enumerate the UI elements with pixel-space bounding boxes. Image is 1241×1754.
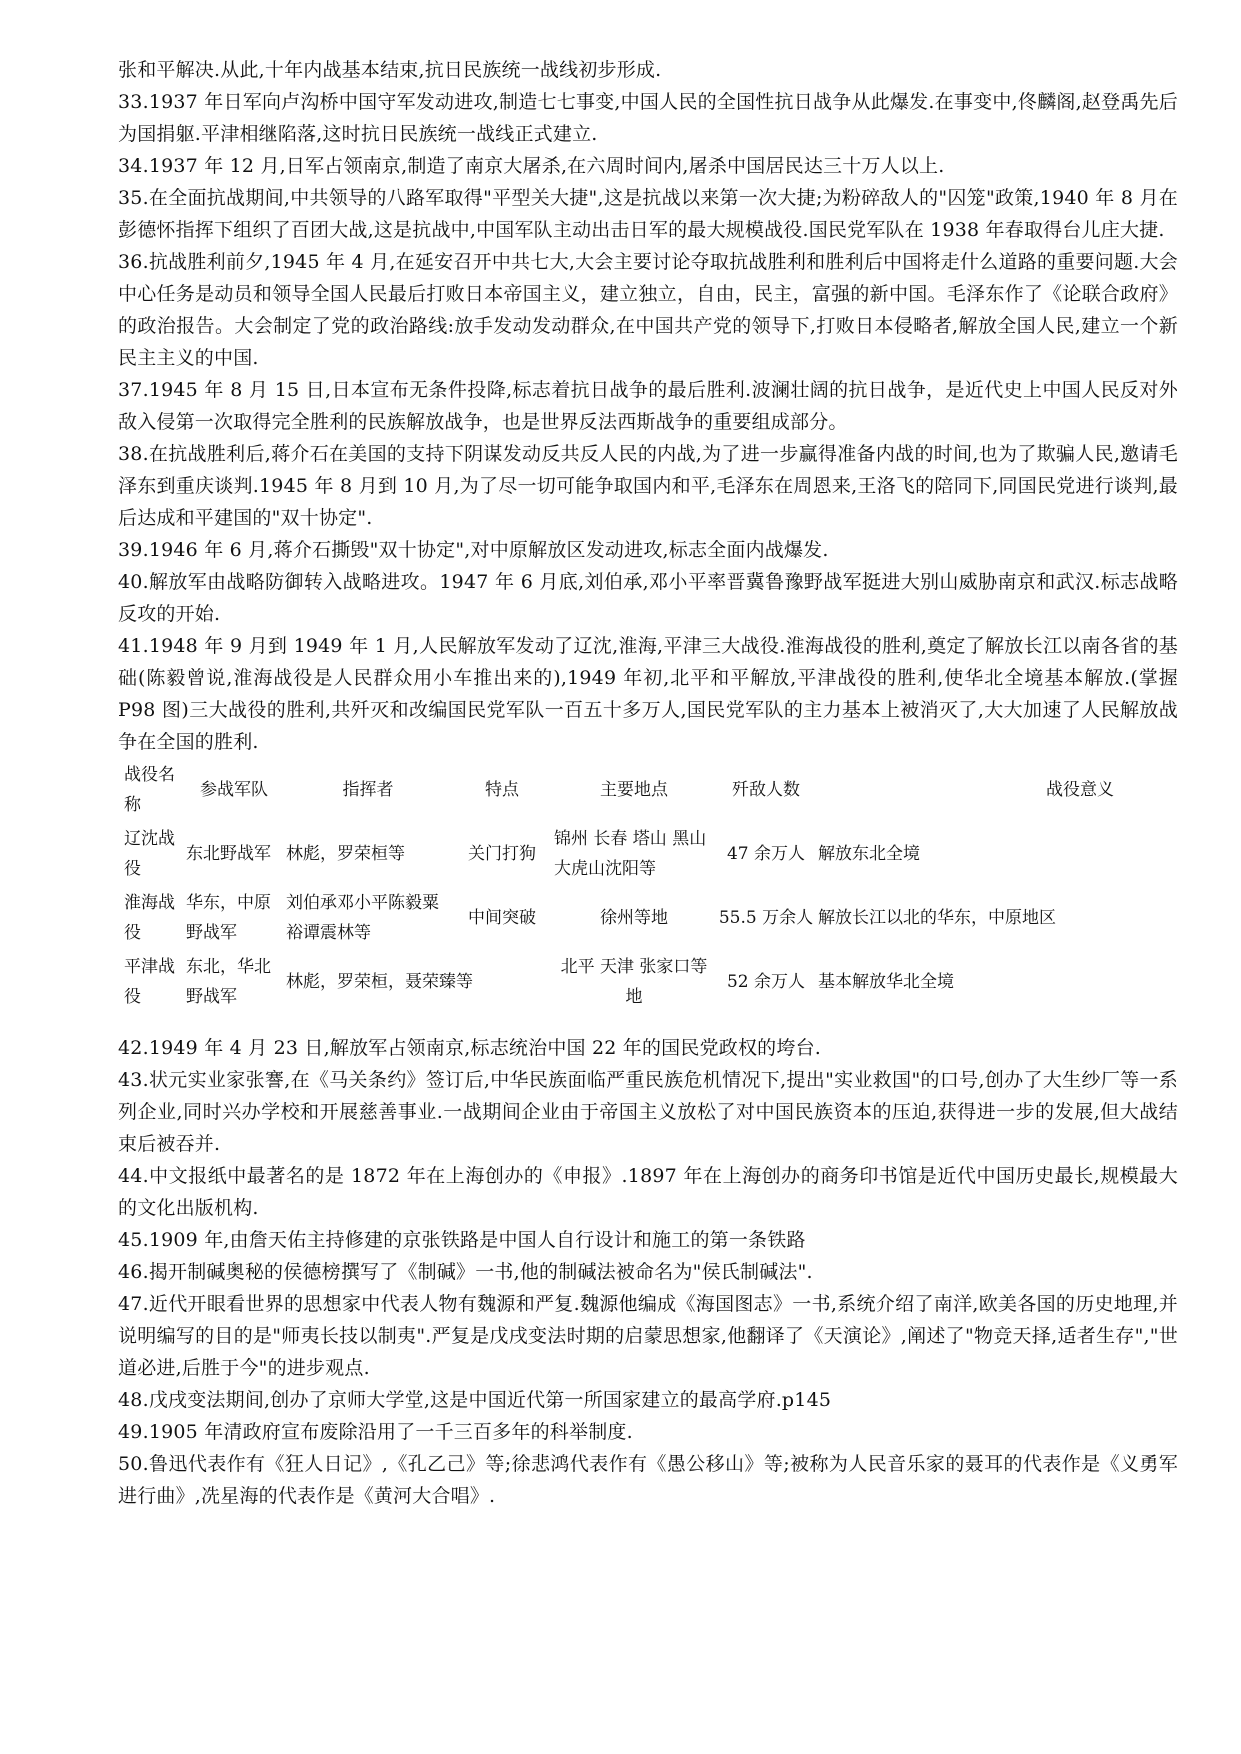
header-cell: 战役名称 xyxy=(124,765,175,815)
table-cell: 中间突破 xyxy=(468,908,536,928)
header-cell: 主要地点 xyxy=(600,780,668,800)
paragraph: 37.1945 年 8 月 15 日,日本宣布无条件投降,标志着抗日战争的最后胜利.波澜壮阔的抗日战争，是近代史上中国人民反对外敌入侵第一次取得完全胜利的民族解放战争，也是世界反法西斯战争的重要组成部分。 xyxy=(118,379,1178,433)
paragraph: 42.1949 年 4 月 23 日,解放军占领南京,标志统治中国 22 年的国民党政权的垮台. xyxy=(118,1037,822,1059)
paragraph: 33.1937 年日军向卢沟桥中国守军发动进攻,制造七七事变,中国人民的全国性抗日战争从此爆发.在事变中,佟麟阁,赵登禹先后为国捐躯.平津相继陷落,这时抗日民族统一战线正式建立. xyxy=(118,91,1178,145)
table-cell: 关门打狗 xyxy=(468,844,536,864)
table-cell: 基本解放华北全境 xyxy=(818,972,954,992)
paragraph: 34.1937 年 12 月,日军占领南京,制造了南京大屠杀,在六周时间内,屠杀中国居民达三十万人以上. xyxy=(118,155,945,177)
paragraph: 47.近代开眼看世界的思想家中代表人物有魏源和严复.魏源他编成《海国图志》一书,系统介绍了南洋,欧美各国的历史地理,并说明编写的目的是"师夷长技以制夷".严复是戊戌变法时期的启蒙思想家,他翻译了《天演论》,阐述了"物竞天择,适者生存","世道必进,后胜于今"的进步观点. xyxy=(118,1293,1178,1379)
battles-table xyxy=(122,758,1174,1014)
table-row xyxy=(122,950,1174,1014)
paragraph: 44.中文报纸中最著名的是 1872 年在上海创办的《申报》.1897 年在上海创办的商务印书馆是近代中国历史最长,规模最大的文化出版机构. xyxy=(118,1165,1178,1219)
paragraph: 48.戊戌变法期间,创办了京师大学堂,这是中国近代第一所国家建立的最高学府.p145 xyxy=(118,1389,832,1411)
header-cell: 特点 xyxy=(485,780,519,800)
header-cell: 战役意义 xyxy=(1046,780,1114,800)
paragraph: 36.抗战胜利前夕,1945 年 4 月,在延安召开中共七大,大会主要讨论夺取抗战胜利和胜利后中国将走什么道路的重要问题.大会中心任务是动员和领导全国人民最后打败日本帝国主义，建立独立，自由，民主，富强的新中国。毛泽东作了《论联合政府》的政治报告。大会制定了党的政治路线:放手发动发动群众,在中国共产党的领导下,打败日本侵略者,解放全国人民,建立一个新民主主义的中国. xyxy=(118,251,1178,369)
paragraph: 38.在抗战胜利后,蒋介石在美国的支持下阴谋发动反共反人民的内战,为了进一步赢得准备内战的时间,也为了欺骗人民,邀请毛泽东到重庆谈判.1945 年 8 月到 10 月,为了尽一切可能争取国内和平,毛泽东在周恩来,王洛飞的陪同下,同国民党进行谈判,最后达成和平建国的"双十协定". xyxy=(118,443,1178,529)
paragraph: 49.1905 年清政府宣布废除沿用了一千三百多年的科举制度. xyxy=(118,1421,633,1443)
table-cell: 解放长江以北的华东，中原地区 xyxy=(818,908,1056,928)
table-cell: 解放东北全境 xyxy=(818,844,920,864)
table-cell: 淮海战役 xyxy=(124,893,175,943)
table-cell: 林彪，罗荣桓等 xyxy=(286,844,405,864)
table-cell: 47 余万人 xyxy=(726,844,806,864)
paragraphs-before xyxy=(118,54,1178,758)
table-cell: 华东，中原野战军 xyxy=(186,893,271,943)
table-cell: 55.5 万余人 xyxy=(718,908,814,928)
paragraph: 45.1909 年,由詹天佑主持修建的京张铁路是中国人自行设计和施工的第一条铁路 xyxy=(118,1229,806,1251)
paragraph: 43.状元实业家张謇,在《马关条约》签订后,中华民族面临严重民族危机情况下,提出"实业救国"的口号,创办了大生纱厂等一系列企业,同时兴办学校和开展慈善事业.一战期间企业由于帝国主义放松了对中国民族资本的压迫,获得进一步的发展,但大战结束后被吞并. xyxy=(118,1069,1178,1155)
paragraph: 50.鲁迅代表作有《狂人日记》,《孔乙己》等;徐悲鸿代表作有《愚公移山》等;被称为人民音乐家的聂耳的代表作是《义勇军进行曲》,冼星海的代表作是《黄河大合唱》. xyxy=(118,1453,1178,1507)
table-cell: 徐州等地 xyxy=(600,908,668,928)
table-cell: 辽沈战役 xyxy=(124,829,175,879)
table-cell: 锦州 长春 塔山 黑山 大虎山沈阳等 xyxy=(554,829,707,879)
table-cell: 东北，华北野战军 xyxy=(186,957,271,1007)
paragraph: 46.揭开制碱奥秘的侯德榜撰写了《制碱》一书,他的制碱法被命名为"侯氏制碱法". xyxy=(118,1261,813,1283)
header-cell: 歼敌人数 xyxy=(732,780,800,800)
paragraph: 41.1948 年 9 月到 1949 年 1 月,人民解放军发动了辽沈,淮海,平津三大战役.淮海战役的胜利,奠定了解放长江以南各省的基础(陈毅曾说,淮海战役是人民群众用小车推出来的),1949 年初,北平和平解放,平津战役的胜利,使华北全境基本解放.(掌握 P98 图)三大战役的胜利,共歼灭和改编国民党军队一百五十多万人,国民党军队的主力基本上被消灭了,大大加速了人民解放战争在全国的胜利. xyxy=(118,635,1178,753)
table-cell: 刘伯承邓小平陈毅粟裕谭震林等 xyxy=(286,893,439,943)
table-row xyxy=(122,886,1174,950)
paragraph: 40.解放军由战略防御转入战略进攻。1947 年 6 月底,刘伯承,邓小平率晋冀鲁豫野战军挺进大别山威胁南京和武汉.标志战略反攻的开始. xyxy=(118,571,1178,625)
table-cell: 52 余万人 xyxy=(726,972,806,992)
table-row xyxy=(122,822,1174,886)
table-cell: 平津战役 xyxy=(124,957,175,1007)
document-page xyxy=(118,54,1178,1512)
table-cell: 东北野战军 xyxy=(186,844,271,864)
paragraphs-after xyxy=(118,1032,1178,1512)
paragraph: 35.在全面抗战期间,中共领导的八路军取得"平型关大捷",这是抗战以来第一次大捷;为粉碎敌人的"囚笼"政策,1940 年 8 月在彭德怀指挥下组织了百团大战,这是抗战中,中国军队主动出击日军的最大规模战役.国民党军队在 1938 年春取得台儿庄大捷. xyxy=(118,187,1178,241)
header-cell: 指挥者 xyxy=(342,780,394,800)
header-cell: 参战军队 xyxy=(200,780,268,800)
table-header-row xyxy=(122,758,1174,822)
paragraph: 张和平解决.从此,十年内战基本结束,抗日民族统一战线初步形成. xyxy=(118,59,662,81)
paragraph: 39.1946 年 6 月,蒋介石撕毁"双十协定",对中原解放区发动进攻,标志全面内战爆发. xyxy=(118,539,829,561)
table-cell: 北平 天津 张家口等地 xyxy=(560,957,708,1007)
table-cell: 林彪，罗荣桓，聂荣臻等 xyxy=(286,972,473,992)
